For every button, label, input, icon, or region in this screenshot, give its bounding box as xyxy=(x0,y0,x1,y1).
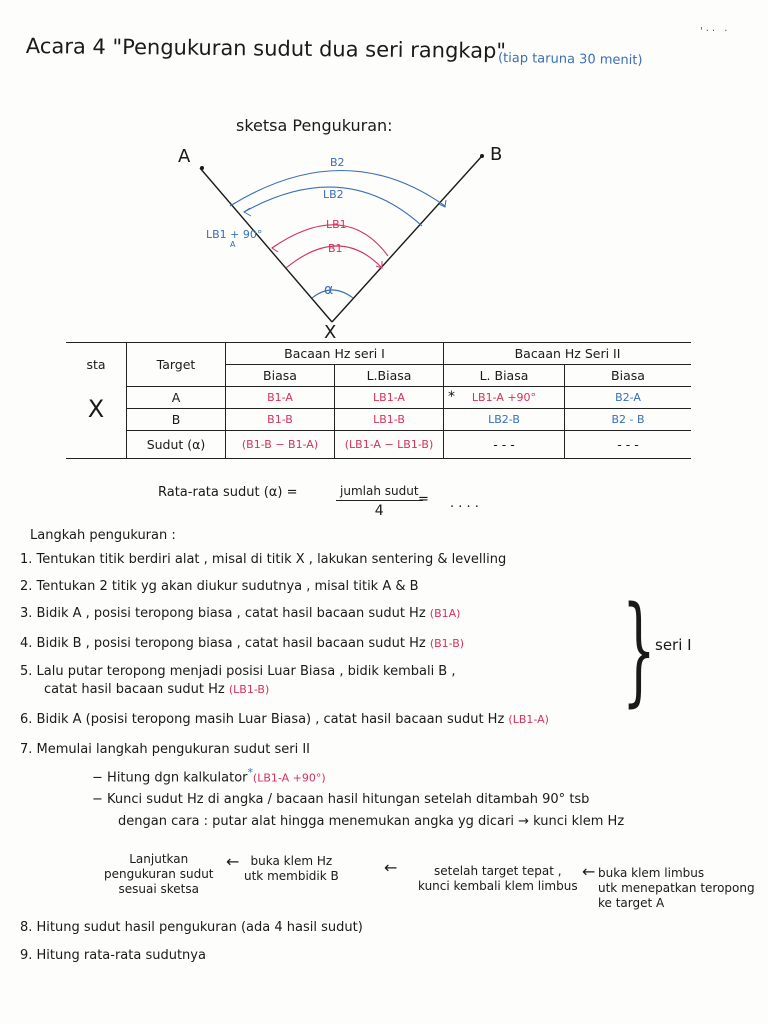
average-denominator: 4 xyxy=(374,503,384,519)
label-point-a: A xyxy=(178,146,191,167)
sub-step-1 xyxy=(92,766,326,785)
label-lb1a-90: LB1 + 90° xyxy=(206,228,263,241)
point-b-dot xyxy=(480,154,484,158)
step-number: 2. xyxy=(20,579,33,594)
arrowhead-b2 xyxy=(439,200,446,207)
header-target: Target xyxy=(127,343,226,387)
header-lbiasa-1: L.Biasa xyxy=(335,365,444,387)
step-text: Lalu putar teropong menjadi posisi Luar Biasa , bidik kembali B , xyxy=(36,664,456,679)
leg-a-line xyxy=(200,168,332,322)
cell-b1-b: B1-B xyxy=(226,409,335,431)
step-number: 5. xyxy=(20,664,33,679)
label-lb1: LB1 xyxy=(326,218,347,231)
corner-mark: '·· · xyxy=(700,26,731,37)
label-alpha: α xyxy=(324,282,334,298)
flow-box-2-line-2: utk membidik B xyxy=(244,869,339,883)
arrowhead-lb1 xyxy=(272,244,278,252)
cell-lb2-b: LB2-B xyxy=(444,409,565,431)
sub-step-2 xyxy=(92,792,589,807)
flow-box-2-line-1: buka klem Hz xyxy=(250,854,333,868)
step-number: 4. xyxy=(20,636,33,651)
step-number: 3. xyxy=(20,606,33,621)
flow-box-1-line-2: pengukuran sudut xyxy=(104,867,214,881)
leg-b-line xyxy=(332,156,482,322)
label-lb2: LB2 xyxy=(323,188,344,201)
step-text: Bidik A , posisi teropong biasa , catat hasil bacaan sudut Hz xyxy=(36,606,426,621)
step-5-cont xyxy=(44,682,269,697)
star-mark: * xyxy=(448,389,455,405)
station-empty xyxy=(66,431,127,459)
label-b2: B2 xyxy=(330,156,345,169)
step-4 xyxy=(20,636,464,651)
step-mark: (B1A) xyxy=(429,607,461,620)
flow-arrow-1: ← xyxy=(226,852,240,871)
step-text: Bidik B , posisi teropong biasa , catat hasil bacaan sudut Hz xyxy=(36,636,426,651)
flow-box-1 xyxy=(104,852,214,897)
step-text: Tentukan titik berdiri alat , misal di titik X , lakukan sentering & levelling xyxy=(36,552,507,567)
sub-mark: (LB1-A +90°) xyxy=(252,771,326,785)
seri-1-label: seri I xyxy=(655,636,692,654)
flow-box-4-line-3: ke target A xyxy=(598,896,665,910)
cell-b2-a: B2-A xyxy=(565,387,692,409)
sub-text: dengan cara : putar alat hingga menemukan angka yg dicari → kunci klem Hz xyxy=(118,814,625,829)
label-point-b: B xyxy=(490,144,503,165)
average-label-text: Rata-rata sudut (α) xyxy=(158,485,283,500)
sketch-heading: sketsa Pengukuran: xyxy=(236,116,393,135)
cell-sudut-biasa-2: - - - xyxy=(565,431,692,459)
header-biasa-2: Biasa xyxy=(565,365,692,387)
cell-lb1-b: LB1-B xyxy=(335,409,444,431)
steps-title: Langkah pengukuran : xyxy=(30,528,176,543)
row-target-sudut: Sudut (α) xyxy=(127,431,226,459)
sub-bullet: − xyxy=(92,770,103,786)
sketch-diagram xyxy=(160,140,520,345)
point-a-dot xyxy=(200,166,204,170)
step-text: Tentukan 2 titik yg akan diukur sudutnya , misal titik A & B xyxy=(36,579,419,594)
step-number: 6. xyxy=(20,712,33,727)
row-target-a: A xyxy=(127,387,226,409)
label-b1: B1 xyxy=(328,242,343,255)
sub-star: * xyxy=(247,766,253,779)
average-numerator: jumlah sudut xyxy=(336,484,423,501)
flow-box-3 xyxy=(418,864,578,894)
step-1 xyxy=(20,552,506,567)
average-eq2: = xyxy=(418,492,429,507)
header-seri-1: Bacaan Hz seri I xyxy=(226,343,444,365)
step-3 xyxy=(20,606,460,621)
step-mark: (B1-B) xyxy=(429,637,465,650)
cell-lb1-a-90-text: LB1-A +90° xyxy=(471,391,537,404)
step-2 xyxy=(20,579,419,594)
cell-sudut-lbiasa-1: (LB1-A − LB1-B) xyxy=(335,431,444,459)
step-text: Memulai langkah pengukuran sudut seri II xyxy=(36,742,310,757)
cell-sudut-biasa-1: (B1-B − B1-A) xyxy=(226,431,335,459)
flow-box-4-line-2: utk menepatkan teropong xyxy=(598,881,755,895)
cell-b1-a: B1-A xyxy=(226,387,335,409)
sub-text: Hitung dgn kalkulator xyxy=(107,770,248,786)
average-eq: = xyxy=(286,485,298,500)
header-lbiasa-2: L. Biasa xyxy=(444,365,565,387)
step-5 xyxy=(20,664,456,679)
sub-step-3 xyxy=(118,814,624,829)
flow-box-4-line-1: buka klem limbus xyxy=(598,866,705,880)
header-sta: sta xyxy=(66,343,127,387)
step-text: Bidik A (posisi teropong masih Luar Biasa) , catat hasil bacaan sudut Hz xyxy=(36,712,505,727)
flow-box-2 xyxy=(244,854,339,884)
flow-box-1-line-1: Lanjutkan xyxy=(129,852,189,866)
seri-1-brace: } xyxy=(622,580,656,718)
step-6 xyxy=(20,712,549,727)
step-7 xyxy=(20,742,310,757)
flow-box-3-line-1: setelah target tepat , xyxy=(434,864,562,878)
average-value: . . . . xyxy=(450,496,479,511)
label-lb1a-90-sub: A xyxy=(230,240,236,249)
step-mark: (LB1-B) xyxy=(228,683,270,696)
measurement-table xyxy=(66,342,691,459)
cell-sudut-lbiasa-2: - - - xyxy=(444,431,565,459)
flow-box-3-line-2: kunci kembali klem limbus xyxy=(418,879,578,893)
flow-box-4 xyxy=(598,866,755,911)
header-biasa-1: Biasa xyxy=(226,365,335,387)
step-8: 8. Hitung sudut hasil pengukuran (ada 4 hasil sudut) xyxy=(20,920,363,935)
flow-box-1-line-3: sesuai sketsa xyxy=(118,882,199,896)
cell-lb1-a: LB1-A xyxy=(335,387,444,409)
step-number: 7. xyxy=(20,742,33,757)
flow-arrow-2: ← xyxy=(384,858,398,877)
cell-b2-b: B2 - B xyxy=(565,409,692,431)
label-point-x: X xyxy=(324,322,337,343)
row-target-b: B xyxy=(127,409,226,431)
cell-lb1-a-90 xyxy=(444,387,565,409)
average-label xyxy=(158,485,297,500)
step-mark: (LB1-A) xyxy=(508,713,549,726)
step-text: catat hasil bacaan sudut Hz xyxy=(44,682,225,697)
step-number: 1. xyxy=(20,552,33,567)
step-9: 9. Hitung rata-rata sudutnya xyxy=(20,948,206,963)
station-x: X xyxy=(66,387,127,431)
title-note: (tiap taruna 30 menit) xyxy=(497,50,643,69)
header-seri-2: Bacaan Hz Seri II xyxy=(444,343,692,365)
page-title: Acara 4 "Pengukuran sudut dua seri rangkap" xyxy=(25,34,507,64)
flow-arrow-3: ← xyxy=(582,862,596,881)
sub-bullet: − xyxy=(92,792,103,807)
sub-text: Kunci sudut Hz di angka / bacaan hasil hitungan setelah ditambah 90° tsb xyxy=(107,792,590,807)
average-fraction xyxy=(336,484,423,519)
